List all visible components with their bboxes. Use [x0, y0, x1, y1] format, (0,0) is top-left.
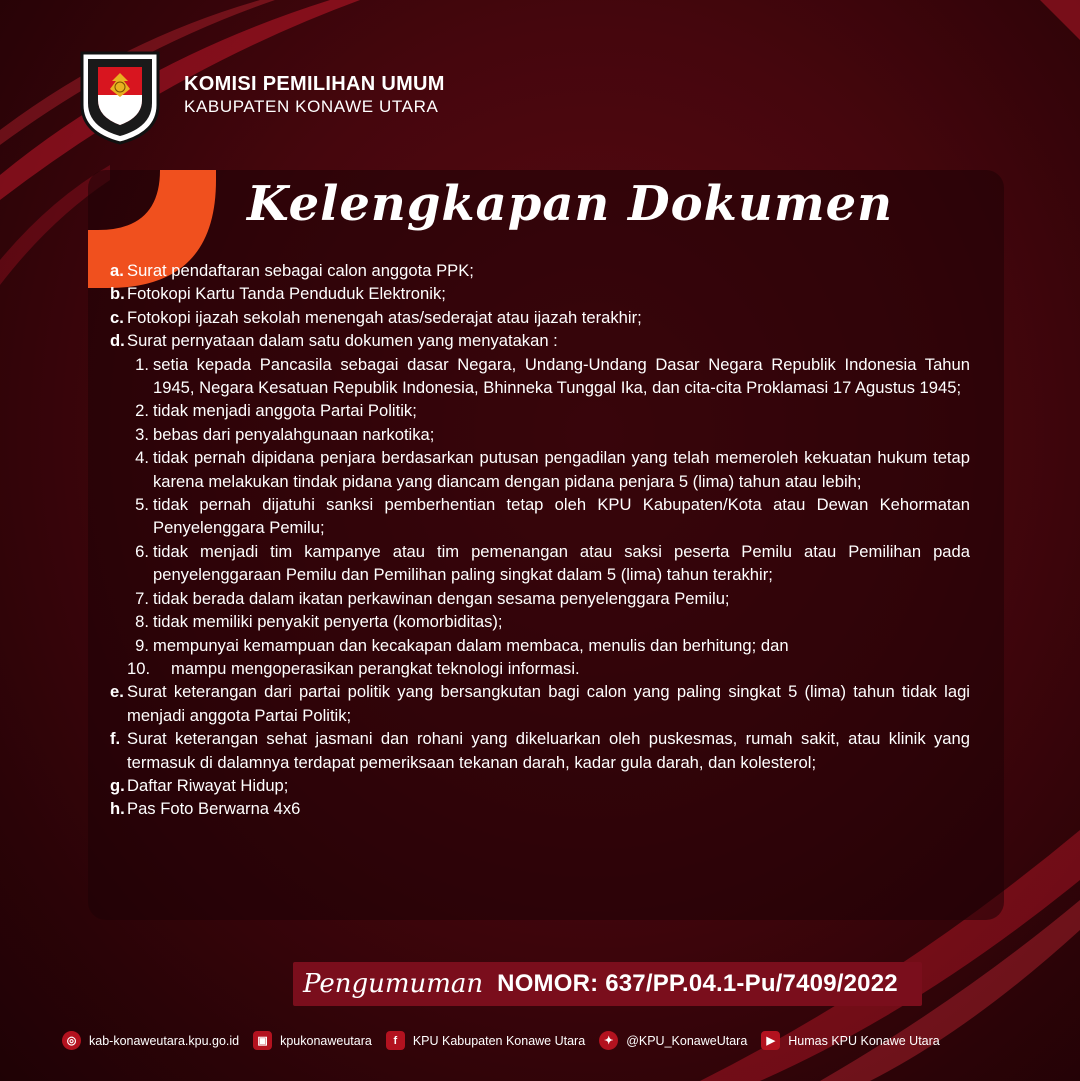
sub-item-number: 2. — [135, 401, 149, 421]
sub-list-item — [110, 657, 970, 680]
sub-list-item — [110, 493, 970, 540]
item-marker: f. — [110, 729, 121, 749]
sub-item-number: 3. — [135, 424, 149, 444]
item-marker: c. — [110, 307, 124, 327]
item-marker: b. — [110, 284, 125, 304]
item-marker: g. — [110, 775, 125, 795]
list-item — [110, 727, 970, 774]
page-title: Kelengkapan Dokumen — [246, 176, 894, 232]
org-name: KOMISI PEMILIHAN UMUM — [184, 73, 445, 95]
sub-item-number: 10. — [127, 658, 151, 678]
instagram-link[interactable] — [253, 1031, 372, 1050]
item-text: Fotokopi Kartu Tanda Penduduk Elektronik; — [127, 284, 446, 304]
list-item — [110, 774, 970, 797]
item-marker: h. — [110, 799, 125, 819]
sub-item-number: 8. — [135, 612, 149, 632]
list-item — [110, 282, 970, 305]
sub-item-text: tidak menjadi anggota Partai Politik; — [153, 401, 417, 421]
sub-list-item — [110, 610, 970, 633]
list-item — [110, 259, 970, 282]
twitter-icon: ✦ — [599, 1031, 618, 1050]
sub-list-item — [110, 587, 970, 610]
item-text: Fotokopi ijazah sekolah menengah atas/sederajat atau ijazah terakhir; — [127, 307, 642, 327]
list-item — [110, 797, 970, 820]
youtube-icon: ▶ — [761, 1031, 780, 1050]
sub-item-text: tidak memiliki penyakit penyerta (komorbiditas); — [153, 612, 503, 632]
sub-item-number: 4. — [135, 448, 149, 468]
instagram-text: kpukonaweutara — [280, 1033, 372, 1048]
org-subtitle: KABUPATEN KONAWE UTARA — [184, 97, 439, 116]
sub-list-item — [110, 446, 970, 493]
list-item — [110, 306, 970, 329]
footer-links — [62, 1031, 954, 1050]
sub-list-item — [110, 399, 970, 422]
item-text: Daftar Riwayat Hidup; — [127, 775, 289, 795]
list-item — [110, 329, 970, 352]
facebook-icon: f — [386, 1031, 405, 1050]
twitter-text: @KPU_KonaweUtara — [626, 1033, 748, 1048]
item-text: Surat pendaftaran sebagai calon anggota PPK; — [127, 261, 474, 280]
sub-item-text: bebas dari penyalahgunaan narkotika; — [153, 424, 435, 444]
announcement-number: NOMOR: 637/PP.04.1-Pu/7409/2022 — [497, 970, 898, 997]
facebook-text: KPU Kabupaten Konawe Utara — [412, 1033, 586, 1048]
sub-list-item — [110, 423, 970, 446]
sub-item-number: 7. — [135, 588, 149, 608]
sub-item-text: tidak pernah dijatuhi sanksi pemberhentian tetap oleh KPU Kabupaten/Kota atau Dewan Kehormatan Penyelenggara Pemilu; — [153, 495, 970, 538]
sub-item-text: tidak menjadi tim kampanye atau tim pemenangan atau saksi peserta Pemilu atau Pemilihan pada penyelenggaraan Pemilu dan Pemilihan paling singkat dalam 5 (lima) tahun terakhir; — [153, 541, 970, 585]
announcement-bar — [293, 962, 922, 1006]
youtube-text: Humas KPU Konawe Utara — [788, 1033, 940, 1048]
item-text: Surat pernyataan dalam satu dokumen yang menyatakan : — [127, 331, 558, 351]
item-text: Pas Foto Berwarna 4x6 — [127, 799, 301, 819]
sub-list-item — [110, 353, 970, 400]
sub-item-text: setia kepada Pancasila sebagai dasar Negara, Undang-Undang Dasar Negara Republik Indonesia Tahun 1945, Negara Kesatuan Republik Indonesia, Bhinneka Tunggal Ika, dan cita-cita Proklamasi 17 Agustus 1945; — [153, 354, 970, 398]
sub-list-item — [110, 540, 970, 587]
sub-item-number: 1. — [135, 354, 149, 374]
youtube-link[interactable] — [761, 1031, 939, 1050]
sub-list-item — [110, 634, 970, 657]
sub-item-number: 6. — [135, 541, 149, 561]
item-marker: e. — [110, 682, 124, 702]
header — [78, 45, 445, 145]
kpu-logo — [78, 45, 162, 145]
sub-item-text: tidak berada dalam ikatan perkawinan dengan sesama penyelenggara Pemilu; — [153, 588, 730, 608]
sub-item-text: tidak pernah dipidana penjara berdasarkan putusan pengadilan yang telah memeroleh kekuatan hukum tetap karena melakukan tindak pidana yang diancam dengan pidana penjara 5 (lima) tahun atau lebih; — [153, 448, 970, 491]
facebook-link[interactable] — [386, 1031, 585, 1050]
sub-item-number: 5. — [135, 495, 149, 515]
announcement-label: Pengumuman — [303, 969, 484, 999]
document-list — [110, 259, 970, 821]
list-item — [110, 680, 970, 727]
item-marker: a. — [110, 261, 124, 280]
item-text: Surat keterangan sehat jasmani dan rohani yang dikeluarkan oleh puskesmas, rumah sakit, atau klinik yang termasuk di dalamnya terdapat pemeriksaan tekanan darah, kadar gula darah, dan kolesterol; — [127, 729, 970, 772]
item-text: Surat keterangan dari partai politik yang bersangkutan bagi calon yang paling singkat 5 (lima) tahun tidak lagi menjadi anggota Partai Politik; — [127, 682, 970, 725]
twitter-link[interactable] — [599, 1031, 747, 1050]
instagram-icon: ▣ — [253, 1031, 272, 1050]
website-link[interactable] — [62, 1031, 239, 1050]
item-marker: d. — [110, 331, 125, 351]
globe-icon: ◎ — [62, 1031, 81, 1050]
sub-item-text: mampu mengoperasikan perangkat teknologi informasi. — [171, 658, 580, 678]
sub-item-number: 9. — [135, 635, 149, 655]
sub-item-text: mempunyai kemampuan dan kecakapan dalam membaca, menulis dan berhitung; dan — [153, 635, 789, 655]
website-text: kab-konaweutara.kpu.go.id — [89, 1033, 240, 1048]
